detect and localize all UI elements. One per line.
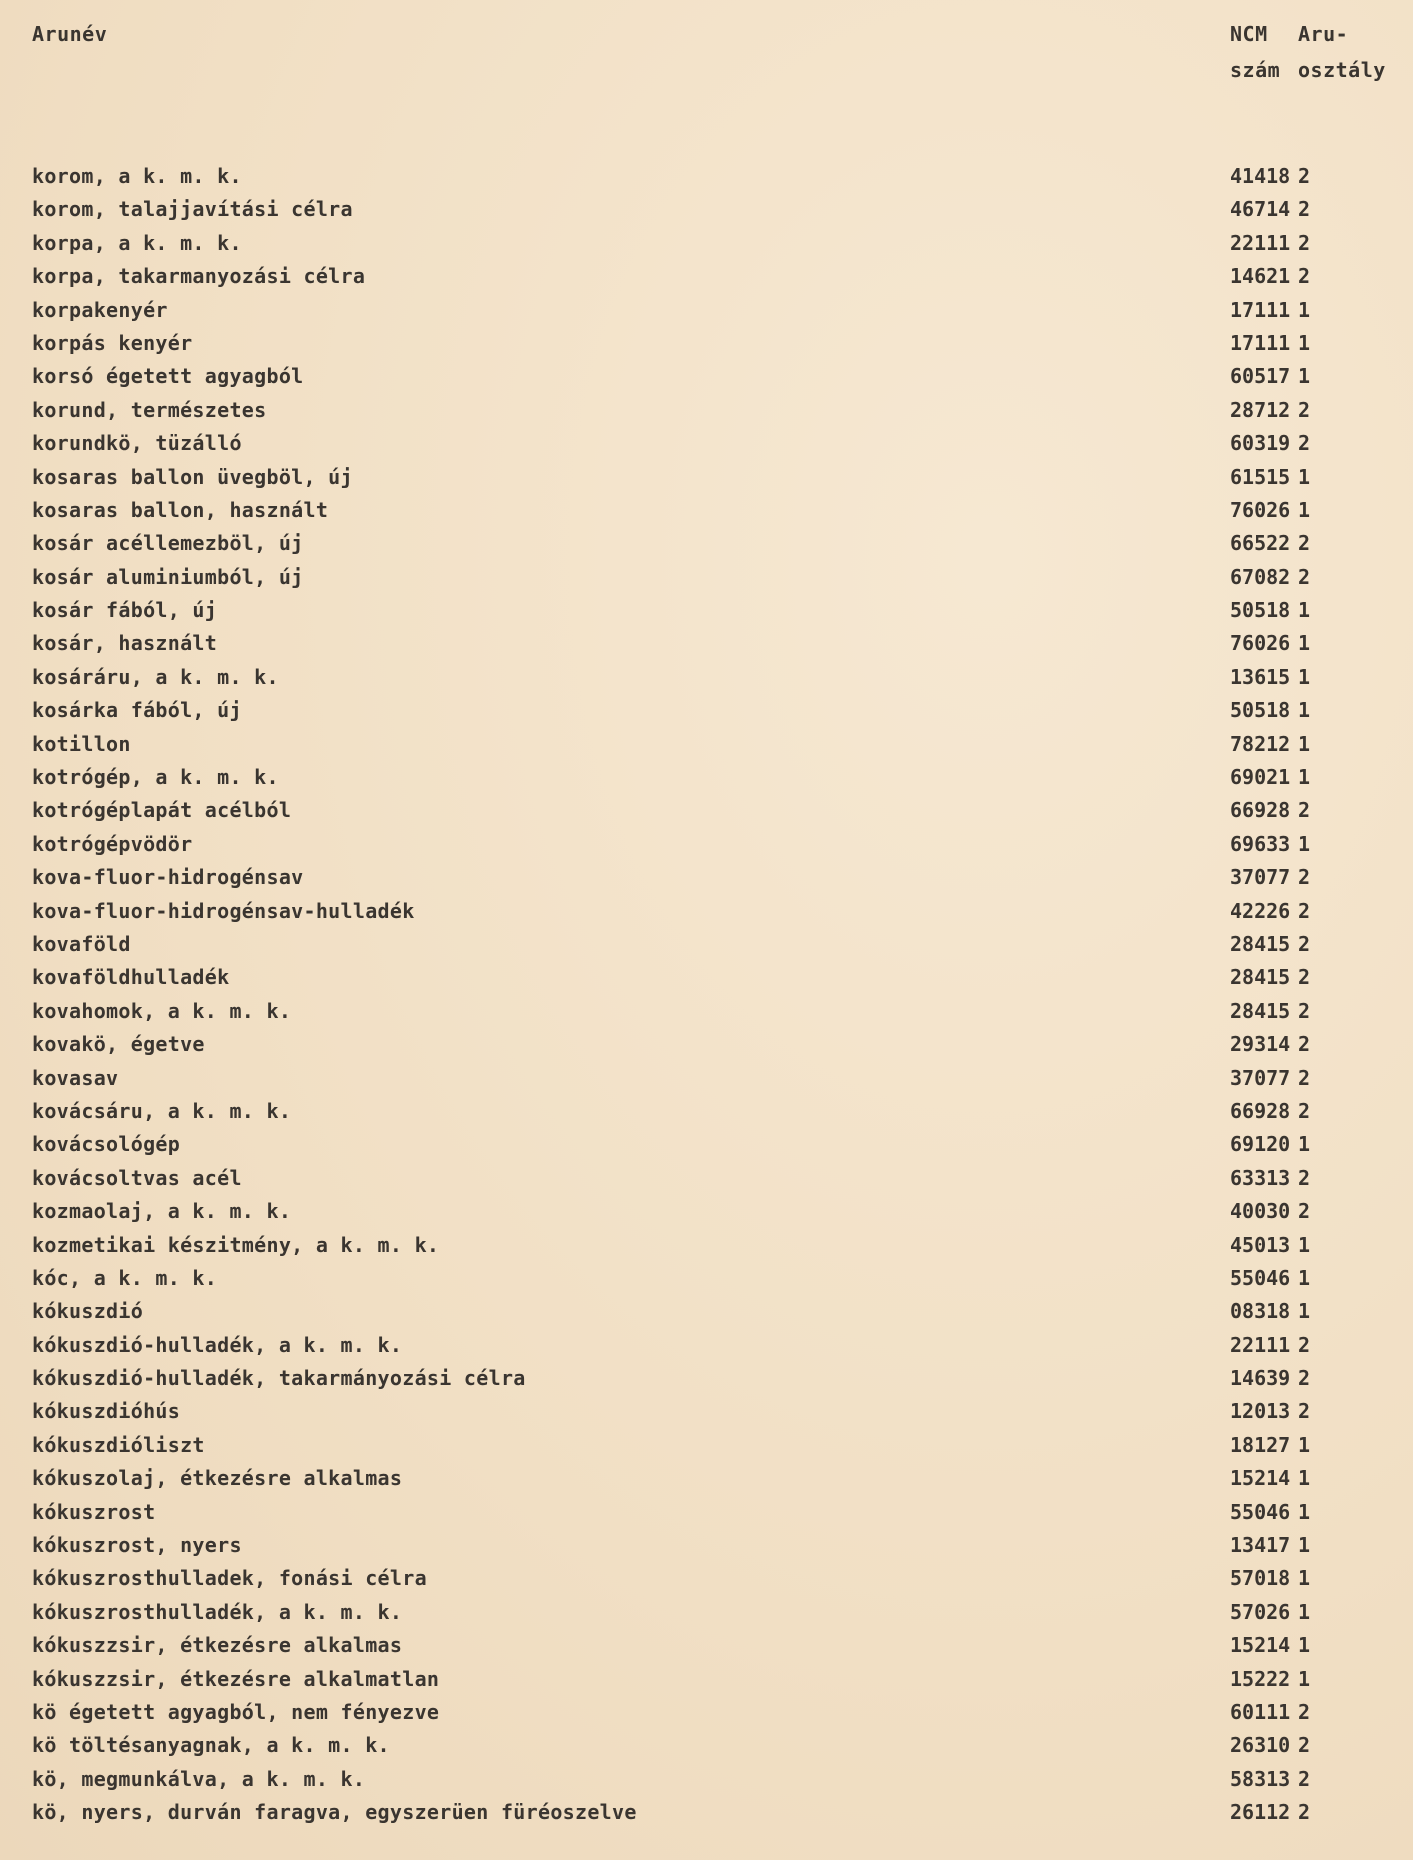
list-item [0, 694, 1413, 727]
list-item [0, 861, 1413, 894]
list-item [0, 427, 1413, 460]
item-ncm-number: 57026 [1230, 1599, 1291, 1624]
item-name: kotrógéplapát acélból [32, 798, 292, 823]
item-ncm-number: 14639 [1230, 1366, 1291, 1391]
item-name: kotrógépvödör [32, 831, 193, 856]
item-ncm-number: 66522 [1230, 531, 1291, 556]
item-ncm-number: 60319 [1230, 431, 1291, 456]
item-name: korsó égetett agyagból [32, 364, 304, 389]
item-name: kókuszzsir, étkezésre alkalmatlan [32, 1666, 440, 1691]
column-header-class-sub: osztály [1298, 58, 1386, 82]
item-class: 1 [1298, 1666, 1311, 1691]
item-name: korund, természetes [32, 397, 267, 422]
item-ncm-number: 45013 [1230, 1232, 1291, 1257]
item-class: 1 [1298, 1299, 1311, 1324]
list-item [0, 1429, 1413, 1462]
item-ncm-number: 66928 [1230, 798, 1291, 823]
item-ncm-number: 58313 [1230, 1766, 1291, 1791]
item-name: kosár, használt [32, 631, 218, 656]
item-ncm-number: 69633 [1230, 831, 1291, 856]
item-class: 1 [1298, 364, 1311, 389]
item-class: 2 [1298, 1332, 1311, 1357]
item-class: 2 [1298, 1733, 1311, 1758]
item-class: 2 [1298, 564, 1311, 589]
item-ncm-number: 15222 [1230, 1666, 1291, 1691]
item-name: kozmetikai készitmény, a k. m. k. [32, 1232, 440, 1257]
item-name: kö töltésanyagnak, a k. m. k. [32, 1733, 390, 1758]
item-ncm-number: 13615 [1230, 664, 1291, 689]
list-item [0, 1696, 1413, 1729]
item-name: kö, nyers, durván faragva, egyszerüen füréoszelve [32, 1800, 637, 1825]
item-ncm-number: 26112 [1230, 1800, 1291, 1825]
item-class: 1 [1298, 1566, 1311, 1591]
item-name: kosár acéllemezböl, új [32, 531, 304, 556]
item-ncm-number: 17111 [1230, 297, 1291, 322]
item-class: 2 [1298, 164, 1311, 188]
item-class: 1 [1298, 1599, 1311, 1624]
item-ncm-number: 46714 [1230, 197, 1291, 222]
list-item [0, 1128, 1413, 1161]
list-item [0, 1529, 1413, 1562]
list-item [0, 360, 1413, 393]
list-item [0, 1395, 1413, 1428]
list-item [0, 1796, 1413, 1829]
item-name: kovácsáru, a k. m. k. [32, 1098, 292, 1123]
item-name: kotrógép, a k. m. k. [32, 765, 279, 790]
item-ncm-number: 69120 [1230, 1132, 1291, 1157]
item-name: kovahomok, a k. m. k. [32, 998, 292, 1023]
list-item [0, 1629, 1413, 1662]
item-class: 2 [1298, 531, 1311, 556]
item-name: kókuszdió-hulladék, takarmányozási célra [32, 1366, 526, 1391]
list-item [0, 1729, 1413, 1762]
item-ncm-number: 26310 [1230, 1733, 1291, 1758]
item-class: 2 [1298, 1399, 1311, 1424]
item-ncm-number: 66928 [1230, 1098, 1291, 1123]
list-item [0, 961, 1413, 994]
item-name: kovasav [32, 1065, 119, 1090]
list-item [0, 1262, 1413, 1295]
item-class: 1 [1298, 1265, 1311, 1290]
item-class: 1 [1298, 631, 1311, 656]
list-item [0, 1095, 1413, 1128]
item-name: kovakö, égetve [32, 1032, 205, 1057]
list-item [0, 828, 1413, 861]
item-ncm-number: 28415 [1230, 998, 1291, 1023]
item-name: kóc, a k. m. k. [32, 1265, 218, 1290]
item-ncm-number: 76026 [1230, 497, 1291, 522]
list-item [0, 227, 1413, 260]
list-item [0, 728, 1413, 761]
item-class: 2 [1298, 898, 1311, 923]
item-name: korom, a k. m. k. [32, 164, 242, 188]
item-class: 1 [1298, 1432, 1311, 1457]
item-name: kosáráru, a k. m. k. [32, 664, 279, 689]
item-name: korpa, a k. m. k. [32, 230, 242, 255]
list-item [0, 1028, 1413, 1061]
list-item [0, 561, 1413, 594]
item-class: 1 [1298, 1232, 1311, 1257]
item-ncm-number: 50518 [1230, 598, 1291, 623]
list-item [0, 1596, 1413, 1629]
list-item [0, 160, 1413, 193]
item-name: kókuszrosthulladek, fonási célra [32, 1566, 427, 1591]
item-class: 2 [1298, 1366, 1311, 1391]
item-class: 1 [1298, 598, 1311, 623]
item-name: kókuszrost [32, 1499, 156, 1524]
item-name: kovácsoltvas acél [32, 1165, 242, 1190]
item-name: kókuszdióhús [32, 1399, 181, 1424]
item-ncm-number: 60517 [1230, 364, 1291, 389]
item-class: 2 [1298, 264, 1311, 289]
list-item [0, 294, 1413, 327]
item-class: 2 [1298, 197, 1311, 222]
item-ncm-number: 37077 [1230, 865, 1291, 890]
item-name: korundkö, tüzálló [32, 431, 242, 456]
item-name: kova-fluor-hidrogénsav-hulladék [32, 898, 415, 923]
list-item [0, 327, 1413, 360]
item-name: kókuszdióliszt [32, 1432, 205, 1457]
item-class: 2 [1298, 998, 1311, 1023]
list-item [0, 1329, 1413, 1362]
item-name: kókuszolaj, étkezésre alkalmas [32, 1466, 403, 1491]
item-ncm-number: 42226 [1230, 898, 1291, 923]
list-item [0, 193, 1413, 226]
item-ncm-number: 28415 [1230, 965, 1291, 990]
item-name: kovácsológép [32, 1132, 181, 1157]
item-ncm-number: 55046 [1230, 1265, 1291, 1290]
list-item [0, 527, 1413, 560]
item-ncm-number: 78212 [1230, 731, 1291, 756]
item-name: kö égetett agyagból, nem fényezve [32, 1699, 440, 1724]
item-ncm-number: 57018 [1230, 1566, 1291, 1591]
item-name: korpakenyér [32, 297, 168, 322]
item-ncm-number: 28415 [1230, 931, 1291, 956]
item-class: 2 [1298, 1098, 1311, 1123]
item-ncm-number: 41418 [1230, 164, 1291, 188]
list-item [0, 1295, 1413, 1328]
item-ncm-number: 76026 [1230, 631, 1291, 656]
list-item [0, 1763, 1413, 1796]
item-name: korpás kenyér [32, 330, 193, 355]
item-class: 2 [1298, 1800, 1311, 1825]
item-class: 1 [1298, 765, 1311, 790]
item-class: 1 [1298, 1132, 1311, 1157]
item-ncm-number: 15214 [1230, 1466, 1291, 1491]
item-class: 1 [1298, 1633, 1311, 1658]
item-name: kova-fluor-hidrogénsav [32, 865, 304, 890]
item-ncm-number: 13417 [1230, 1533, 1291, 1558]
item-class: 2 [1298, 1199, 1311, 1224]
column-header-name: Arunév [32, 22, 108, 46]
item-ncm-number: 22111 [1230, 230, 1291, 255]
item-class: 2 [1298, 965, 1311, 990]
item-name: kosár fából, új [32, 598, 218, 623]
item-ncm-number: 14621 [1230, 264, 1291, 289]
list-item [0, 1462, 1413, 1495]
item-class: 2 [1298, 865, 1311, 890]
item-ncm-number: 67082 [1230, 564, 1291, 589]
list-item [0, 1062, 1413, 1095]
list-item [0, 594, 1413, 627]
item-name: kotillon [32, 731, 131, 756]
item-class: 2 [1298, 1165, 1311, 1190]
list-item [0, 461, 1413, 494]
item-name: korpa, takarmanyozási célra [32, 264, 366, 289]
item-class: 1 [1298, 297, 1311, 322]
item-class: 1 [1298, 831, 1311, 856]
item-ncm-number: 61515 [1230, 464, 1291, 489]
item-class: 1 [1298, 1499, 1311, 1524]
item-class: 1 [1298, 330, 1311, 355]
item-ncm-number: 40030 [1230, 1199, 1291, 1224]
item-class: 2 [1298, 1032, 1311, 1057]
list-item [0, 1663, 1413, 1696]
column-header-ncm: NCM [1230, 22, 1268, 46]
item-name: kókuszzsir, étkezésre alkalmas [32, 1633, 403, 1658]
item-class: 2 [1298, 397, 1311, 422]
item-class: 1 [1298, 497, 1311, 522]
item-name: kosár aluminiumból, új [32, 564, 304, 589]
item-class: 2 [1298, 931, 1311, 956]
item-ncm-number: 22111 [1230, 1332, 1291, 1357]
list-item [0, 1162, 1413, 1195]
item-class: 1 [1298, 698, 1311, 723]
item-ncm-number: 50518 [1230, 698, 1291, 723]
list-item [0, 761, 1413, 794]
item-name: kosaras ballon üvegböl, új [32, 464, 353, 489]
item-name: korom, talajjavítási célra [32, 197, 353, 222]
list-item [0, 494, 1413, 527]
item-name: kovaföld [32, 931, 131, 956]
item-name: kozmaolaj, a k. m. k. [32, 1199, 292, 1224]
item-ncm-number: 29314 [1230, 1032, 1291, 1057]
item-ncm-number: 08318 [1230, 1299, 1291, 1324]
item-class: 2 [1298, 230, 1311, 255]
item-ncm-number: 63313 [1230, 1165, 1291, 1190]
list-item [0, 1229, 1413, 1262]
item-class: 2 [1298, 1766, 1311, 1791]
list-item [0, 661, 1413, 694]
item-ncm-number: 60111 [1230, 1699, 1291, 1724]
item-class: 2 [1298, 798, 1311, 823]
item-ncm-number: 18127 [1230, 1432, 1291, 1457]
list-item [0, 1562, 1413, 1595]
item-name: kovaföldhulladék [32, 965, 230, 990]
item-name: kókuszrosthulladék, a k. m. k. [32, 1599, 403, 1624]
list-item [0, 260, 1413, 293]
item-class: 2 [1298, 1699, 1311, 1724]
item-ncm-number: 69021 [1230, 765, 1291, 790]
list-item [0, 394, 1413, 427]
item-class: 1 [1298, 664, 1311, 689]
item-class: 1 [1298, 731, 1311, 756]
list-item [0, 794, 1413, 827]
item-class: 2 [1298, 431, 1311, 456]
item-ncm-number: 12013 [1230, 1399, 1291, 1424]
item-ncm-number: 15214 [1230, 1633, 1291, 1658]
item-class: 2 [1298, 1065, 1311, 1090]
item-name: kókuszdió-hulladék, a k. m. k. [32, 1332, 403, 1357]
list-item [0, 895, 1413, 928]
list-item [0, 1195, 1413, 1228]
item-name: kókuszrost, nyers [32, 1533, 242, 1558]
item-name: kö, megmunkálva, a k. m. k. [32, 1766, 366, 1791]
list-item [0, 995, 1413, 1028]
item-ncm-number: 37077 [1230, 1065, 1291, 1090]
item-ncm-number: 55046 [1230, 1499, 1291, 1524]
item-class: 1 [1298, 1533, 1311, 1558]
item-name: kosaras ballon, használt [32, 497, 329, 522]
list-item [0, 928, 1413, 961]
item-class: 1 [1298, 464, 1311, 489]
column-header-class: Aru- [1298, 22, 1349, 46]
item-class: 1 [1298, 1466, 1311, 1491]
item-ncm-number: 28712 [1230, 397, 1291, 422]
column-header-ncm-sub: szám [1230, 58, 1281, 82]
entry-list [0, 160, 1413, 1830]
list-item [0, 1362, 1413, 1395]
item-name: kosárka fából, új [32, 698, 242, 723]
list-item [0, 627, 1413, 660]
list-item [0, 1496, 1413, 1529]
item-name: kókuszdió [32, 1299, 144, 1324]
item-ncm-number: 17111 [1230, 330, 1291, 355]
